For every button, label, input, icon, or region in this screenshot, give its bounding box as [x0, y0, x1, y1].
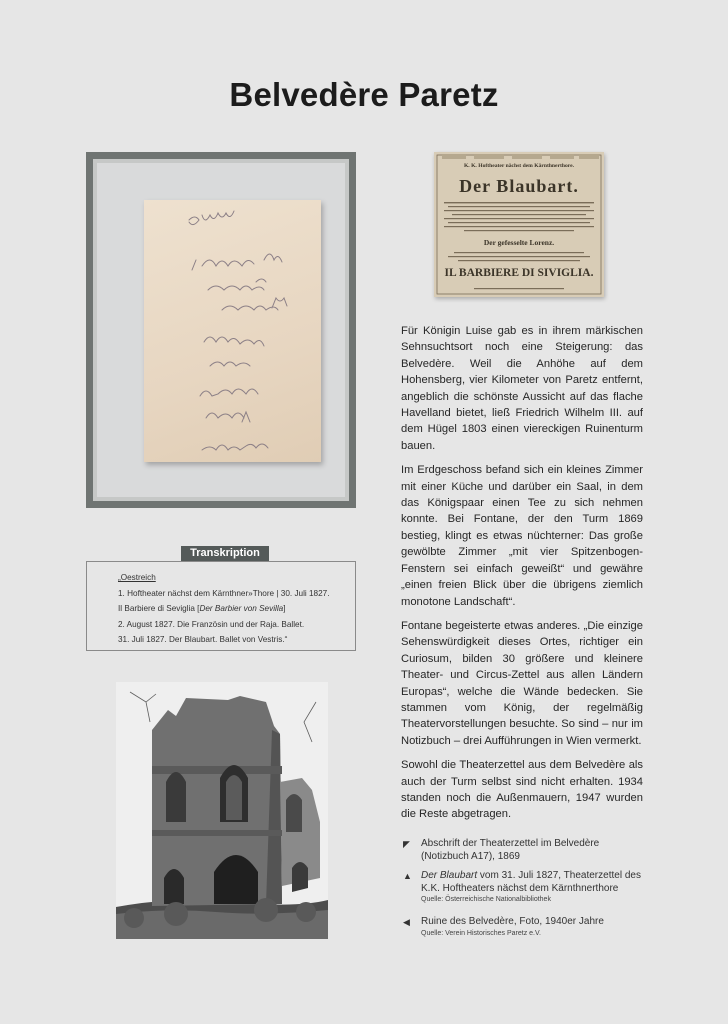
caption-source: Quelle: Österreichische Nationalbibliothek	[421, 896, 551, 903]
ruin-photo	[116, 682, 328, 939]
caption-fragment: vom 31. Juli 1827, Theaterzettel des K.K. Hoftheaters nächst dem Kärnthnerthore	[421, 870, 641, 894]
transcription-line: 2. August 1827. Die Französin und der Raja. Ballet.	[118, 619, 305, 629]
playbill-header: K. K. Hoftheater nächst dem Kärnthnerthore.	[463, 163, 575, 169]
playbill-subtitle: Der gefesselte Lorenz.	[483, 238, 555, 247]
paragraph: Sowohl die Theaterzettel aus dem Belvedère als auch der Turm selbst sind nicht erhalten. 1934 standen noch die Außenmauern, 1947 wurden die Reste abgetragen.	[401, 759, 643, 821]
notebook-image	[144, 200, 321, 462]
transcription-line: 31. Juli 1827. Der Blaubart. Ballet von Vestris.“	[118, 635, 288, 645]
caption-text	[421, 870, 643, 895]
paragraph: Im Erdgeschoss befand sich ein kleines Zimmer mit einer Küche und darüber ein Saal, in dem das Königspaar einen Tee zu sich nehmen konnte. Bei Fontane, der den Turm 1869 bestieg, klingt es etwas nüchterner: Das große gewölbte Zimmer „mit vier Spitzenbogen-Fenstern sei einfach geweißt“ und gewähre „einen freien Blick über die übrigens ziemlich monotone Landschaft“.	[401, 464, 643, 608]
caption-source: Quelle: Verein Historisches Paretz e.V.	[421, 929, 541, 937]
transcription-fragment: Il Barbiere di Seviglia [	[118, 604, 200, 614]
article-body	[401, 323, 643, 831]
paragraph: Fontane begeisterte etwas anderes. „Die einzige Sehenswürdigkeit dieses Ortes, richtiger ein Curiosum, bilden 30 größere und kleinere Theater- und Circus-Zettel aus allen Ländern Europas“, welche die Wände bedecken. Sie stammen vom König, der regelmäßig Theatervorstellungen besuchte. So sind – nur im Notizbuch – drei Aufführungen in Wien vermerkt.	[401, 619, 643, 747]
transcription-line: 1. Hoftheater nächst dem Kärnthner»Thore | 30. Juli 1827.	[118, 588, 330, 598]
caption-playbill	[403, 870, 643, 905]
playbill-main-title: Der Blaubart.	[459, 176, 579, 196]
transcription-label: Transkription	[181, 546, 269, 561]
transcription-line	[118, 601, 353, 617]
arrow-up-icon: ▲	[403, 871, 412, 881]
notebook-mat	[93, 159, 349, 501]
playbill-image	[434, 152, 604, 297]
transcription-fragment: ]	[283, 604, 286, 614]
ruin-illustration	[116, 682, 328, 939]
playbill-opera-title: IL BARBIERE DI SIVIGLIA.	[444, 267, 594, 279]
caption-text: Abschrift der Theaterzettel im Belvedère (Notizbuch A17), 1869	[421, 838, 600, 862]
transcription-text	[118, 570, 353, 648]
caption-notebook	[403, 838, 643, 863]
transcription-line: „Oestreich	[118, 573, 156, 582]
arrow-top-left-icon: ◤	[403, 839, 410, 849]
paragraph: Für Königin Luise gab es in ihrem märkischen Sehnsuchtsort noch eine Steigerung: das Belvedère. Weil die Anhöhe auf dem Hohensberg, vier Kilometer von Paretz entfernt, angeblich die schönste Aussicht auf das flache Havelland bietet, ließ Friedrich Wilhelm III. auf dem Hügel 1803 einen viereckigen Ruinenturm bauen.	[401, 325, 643, 452]
handwriting-scribbles	[144, 200, 321, 462]
caption-text: Ruine des Belvedère, Foto, 1940er Jahre	[421, 916, 604, 927]
caption-italic: Der Blaubart	[421, 870, 478, 881]
notebook-frame	[86, 152, 356, 508]
transcription-fragment-italic: Der Barbier von Sevilla	[199, 604, 284, 614]
caption-photo	[403, 916, 643, 939]
page-title: Belvedère Paretz	[229, 76, 499, 113]
arrow-left-icon: ◀	[403, 917, 410, 927]
